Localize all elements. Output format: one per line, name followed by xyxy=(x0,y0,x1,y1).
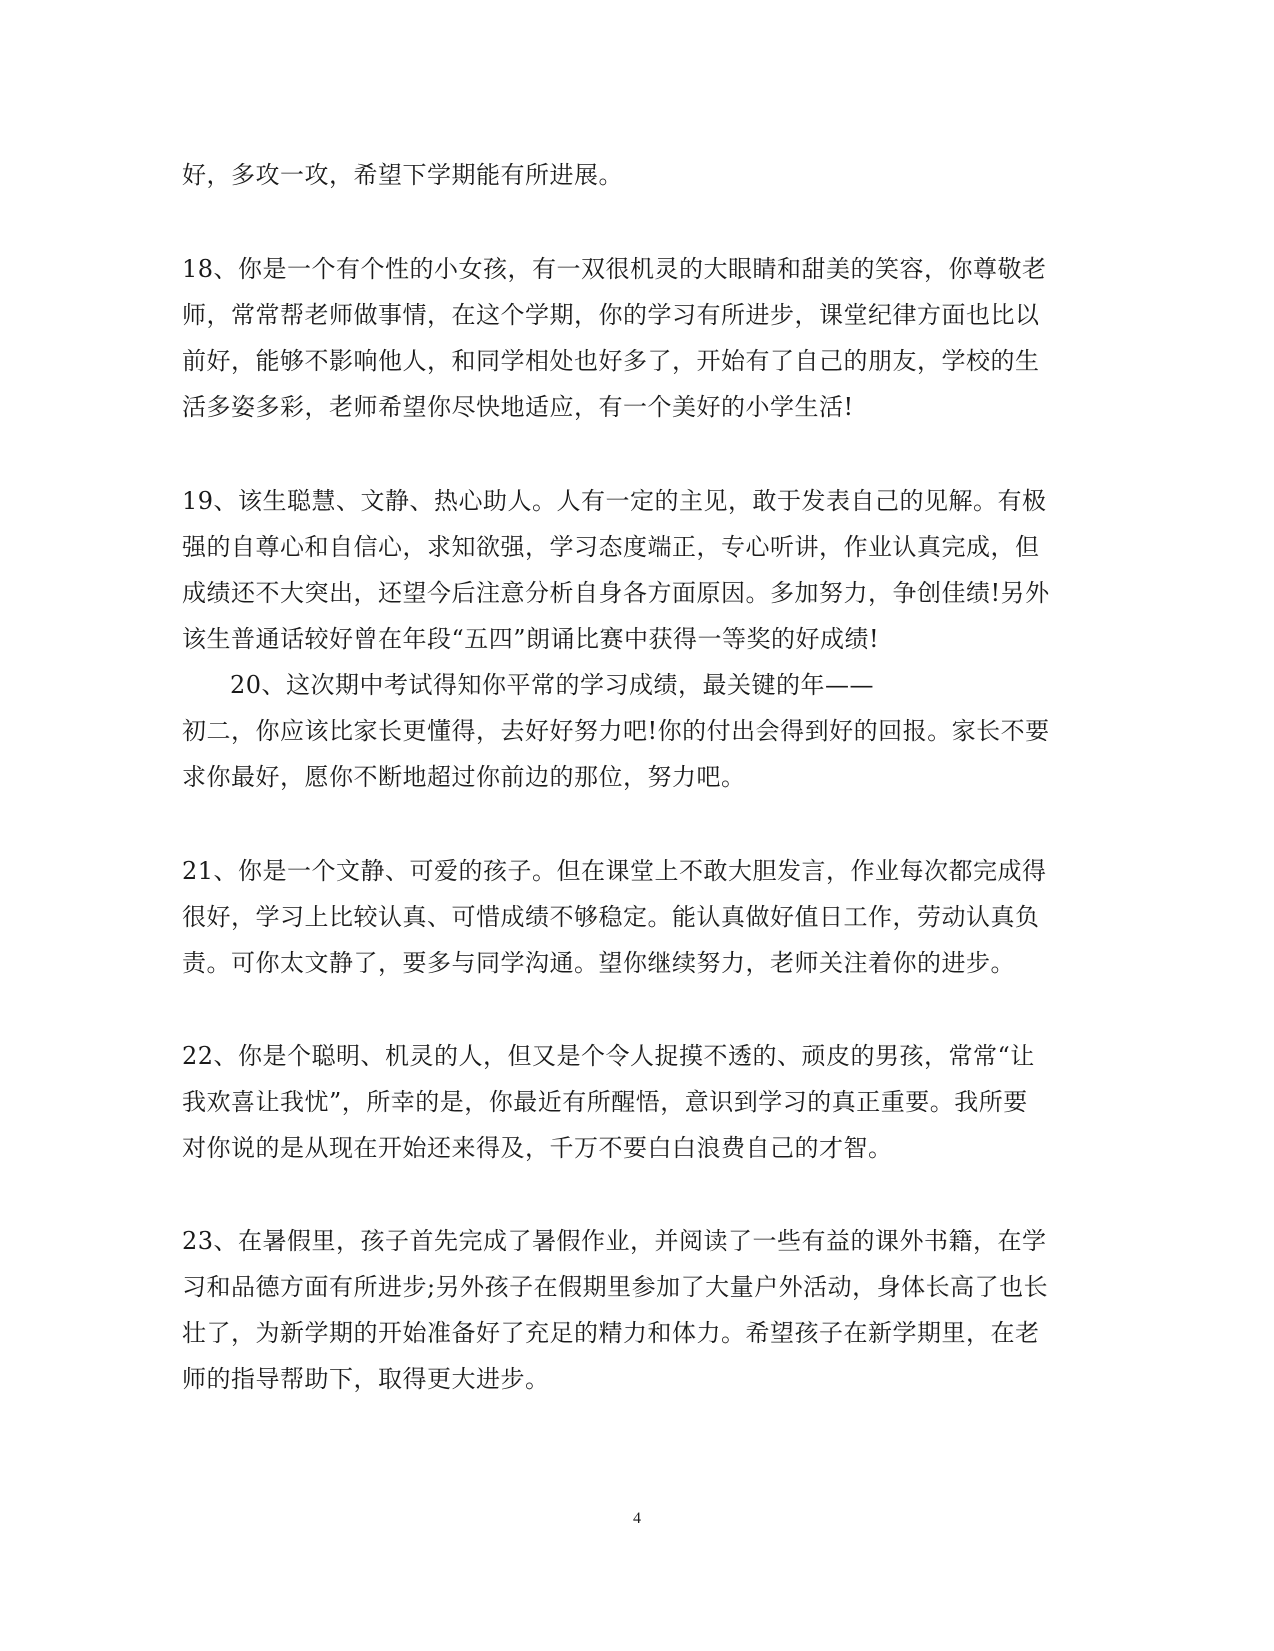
p20-line-1: 20、这次期中考试得知你平常的学习成绩，最关键的年—— xyxy=(230,671,875,699)
p23-line-3: 壮了，为新学期的开始准备好了充足的精力和体力。希望孩子在新学期里，在老 xyxy=(182,1319,1040,1347)
p19-line-1: 19、该生聪慧、文静、热心助人。人有一定的主见，敢于发表自己的见解。有极 xyxy=(182,487,1047,515)
p22-line-3: 对你说的是从现在开始还来得及，千万不要白白浪费自己的才智。 xyxy=(182,1134,893,1162)
p19-line-2: 强的自尊心和自信心，求知欲强，学习态度端正，专心听讲，作业认真完成，但 xyxy=(182,533,1040,561)
p19-line-4: 该生普通话较好曾在年段“五四”朗诵比赛中获得一等奖的好成绩! xyxy=(182,625,880,653)
p22-line-1: 22、你是个聪明、机灵的人，但又是个令人捉摸不透的、顽皮的男孩，常常“让 xyxy=(182,1042,1035,1070)
p18-line-3: 前好，能够不影响他人，和同学相处也好多了，开始有了自己的朋友，学校的生 xyxy=(182,347,1040,375)
p23-line-2: 习和品德方面有所进步;另外孩子在假期里参加了大量户外活动，身体长高了也长 xyxy=(182,1273,1049,1301)
p20-line-2: 初二，你应该比家长更懂得，去好好努力吧!你的付出会得到好的回报。家长不要 xyxy=(182,717,1050,745)
p21-line-2: 很好，学习上比较认真、可惜成绩不够稳定。能认真做好值日工作，劳动认真负 xyxy=(182,903,1040,931)
p18-line-4: 活多姿多彩，老师希望你尽快地适应，有一个美好的小学生活! xyxy=(182,393,854,421)
p18-line-1: 18、你是一个有个性的小女孩，有一双很机灵的大眼睛和甜美的笑容，你尊敬老 xyxy=(182,255,1047,283)
p17-line-1: 好，多攻一攻，希望下学期能有所进展。 xyxy=(182,161,623,189)
p23-line-4: 师的指导帮助下，取得更大进步。 xyxy=(182,1365,550,1393)
p21-line-3: 责。可你太文静了，要多与同学沟通。望你继续努力，老师关注着你的进步。 xyxy=(182,949,1015,977)
p20-line-3: 求你最好，愿你不断地超过你前边的那位，努力吧。 xyxy=(182,763,746,791)
p23-line-1: 23、在暑假里，孩子首先完成了暑假作业，并阅读了一些有益的课外书籍，在学 xyxy=(182,1227,1047,1255)
p22-line-2: 我欢喜让我忧”，所幸的是，你最近有所醒悟，意识到学习的真正重要。我所要 xyxy=(182,1088,1028,1116)
page-number: 4 xyxy=(633,1510,641,1527)
p21-line-1: 21、你是一个文静、可爱的孩子。但在课堂上不敢大胆发言，作业每次都完成得 xyxy=(182,857,1047,885)
p18-line-2: 师，常常帮老师做事情，在这个学期，你的学习有所进步，课堂纪律方面也比以 xyxy=(182,301,1040,329)
p19-line-3: 成绩还不大突出，还望今后注意分析自身各方面原因。多加努力，争创佳绩!另外 xyxy=(182,579,1050,607)
